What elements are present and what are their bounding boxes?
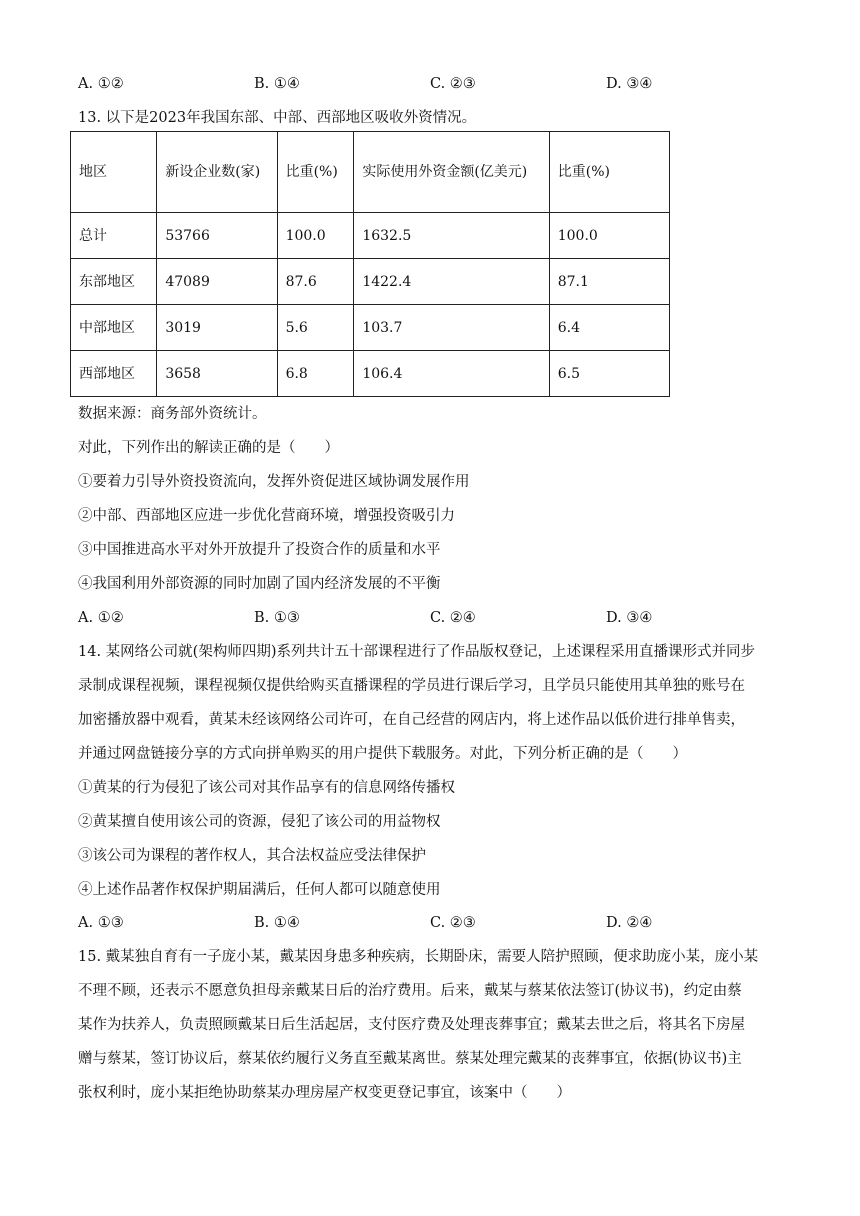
q13-item-2: ②中部、西部地区应进一步优化营商环境，增强投资吸引力 [78, 508, 455, 524]
q14-stem-line-3: 加密播放器中观看，黄某未经该网络公司许可，在自己经营的网店内，将上述作品以低价进行排单售卖， [78, 712, 745, 728]
q13-stem: 13. 以下是2023年我国东部、中部、西部地区吸收外资情况。 [78, 110, 477, 126]
q12-option-c[interactable]: C. ②③ [430, 76, 476, 92]
q13-item-3: ③中国推进高水平对外开放提升了投资合作的质量和水平 [78, 542, 441, 558]
table-cell: 中部地区 [71, 305, 157, 351]
q14-options [78, 913, 778, 933]
table-header-cell: 新设企业数(家) [157, 132, 277, 213]
table-row [71, 305, 670, 351]
q13-option-d[interactable]: D. ③④ [606, 610, 653, 626]
table-cell: 5.6 [277, 305, 354, 351]
q14-stem-line-2: 录制成课程视频，课程视频仅提供给购买直播课程的学员进行课后学习，且学员只能使用其单独的账号在 [78, 678, 745, 694]
q13-option-c[interactable]: C. ②④ [430, 610, 476, 626]
table-header-cell: 地区 [71, 132, 157, 213]
q13-options [78, 608, 778, 628]
table-cell: 1632.5 [354, 213, 549, 259]
q15-stem-line-5: 张权利时，庞小某拒绝协助蔡某办理房屋产权变更登记事宜，该案中（ ） [78, 1085, 571, 1101]
table-cell: 6.8 [277, 351, 354, 397]
q13-item-4: ④我国利用外部资源的同时加剧了国内经济发展的不平衡 [78, 576, 441, 592]
q13-prompt: 对此，下列作出的解读正确的是（ ） [78, 440, 339, 456]
table-cell: 87.6 [277, 259, 354, 305]
q12-option-a[interactable]: A. ①② [78, 76, 124, 92]
table-cell: 100.0 [277, 213, 354, 259]
q14-item-4: ④上述作品著作权保护期届满后，任何人都可以随意使用 [78, 882, 441, 898]
table-cell: 6.5 [549, 351, 669, 397]
q15-stem-line-3: 某作为扶养人，负责照顾戴某日后生活起居，支付医疗费及处理丧葬事宜；戴某去世之后，将其名下房屋 [78, 1017, 745, 1033]
table-cell: 3019 [157, 305, 277, 351]
foreign-investment-table [70, 131, 670, 397]
q13-option-a[interactable]: A. ①② [78, 610, 124, 626]
table-row [71, 259, 670, 305]
table-cell: 6.4 [549, 305, 669, 351]
table-cell: 总计 [71, 213, 157, 259]
q14-option-d[interactable]: D. ②④ [606, 915, 653, 931]
q13-option-b[interactable]: B. ①③ [254, 610, 300, 626]
q14-stem-line-1: 14. 某网络公司就(架构师四期)系列共计五十部课程进行了作品版权登记，上述课程采用直播课形式并同步 [78, 644, 755, 660]
table-header-cell: 比重(%) [549, 132, 669, 213]
q14-stem-line-4: 并通过网盘链接分享的方式向拼单购买的用户提供下载服务。对此，下列分析正确的是（ ） [78, 746, 687, 762]
table-cell: 1422.4 [354, 259, 549, 305]
table-cell: 53766 [157, 213, 277, 259]
q13-source: 数据来源：商务部外资统计。 [78, 406, 267, 422]
q15-stem-line-2: 不理不顾，还表示不愿意负担母亲戴某日后的治疗费用。后来，戴某与蔡某依法签订(协议书)，约定由蔡 [78, 983, 742, 999]
q14-item-3: ③该公司为课程的著作权人，其合法权益应受法律保护 [78, 848, 426, 864]
table-header-cell: 实际使用外资金额(亿美元) [354, 132, 549, 213]
table-cell: 东部地区 [71, 259, 157, 305]
table-cell: 106.4 [354, 351, 549, 397]
table-row [71, 351, 670, 397]
table-cell: 3658 [157, 351, 277, 397]
table-cell: 西部地区 [71, 351, 157, 397]
q15-stem-line-4: 赠与蔡某，签订协议后，蔡某依约履行义务直至戴某离世。蔡某处理完戴某的丧葬事宜，依据(协议书)主 [78, 1051, 742, 1067]
q12-options [78, 74, 778, 94]
table-cell: 87.1 [549, 259, 669, 305]
table-cell: 100.0 [549, 213, 669, 259]
q14-item-1: ①黄某的行为侵犯了该公司对其作品享有的信息网络传播权 [78, 780, 455, 796]
table-cell: 47089 [157, 259, 277, 305]
table-header-cell: 比重(%) [277, 132, 354, 213]
q12-option-b[interactable]: B. ①④ [254, 76, 300, 92]
q14-option-c[interactable]: C. ②③ [430, 915, 476, 931]
q14-item-2: ②黄某擅自使用该公司的资源，侵犯了该公司的用益物权 [78, 814, 441, 830]
table-cell: 103.7 [354, 305, 549, 351]
q13-item-1: ①要着力引导外资投资流向，发挥外资促进区域协调发展作用 [78, 474, 470, 490]
q14-option-a[interactable]: A. ①③ [78, 915, 124, 931]
q14-option-b[interactable]: B. ①④ [254, 915, 300, 931]
table-header-row [71, 132, 670, 213]
q15-stem-line-1: 15. 戴某独自育有一子庞小某，戴某因身患多种疾病，长期卧床，需要人陪护照顾，便求助庞小某，庞小某 [78, 949, 759, 965]
table-row [71, 213, 670, 259]
q12-option-d[interactable]: D. ③④ [606, 76, 653, 92]
